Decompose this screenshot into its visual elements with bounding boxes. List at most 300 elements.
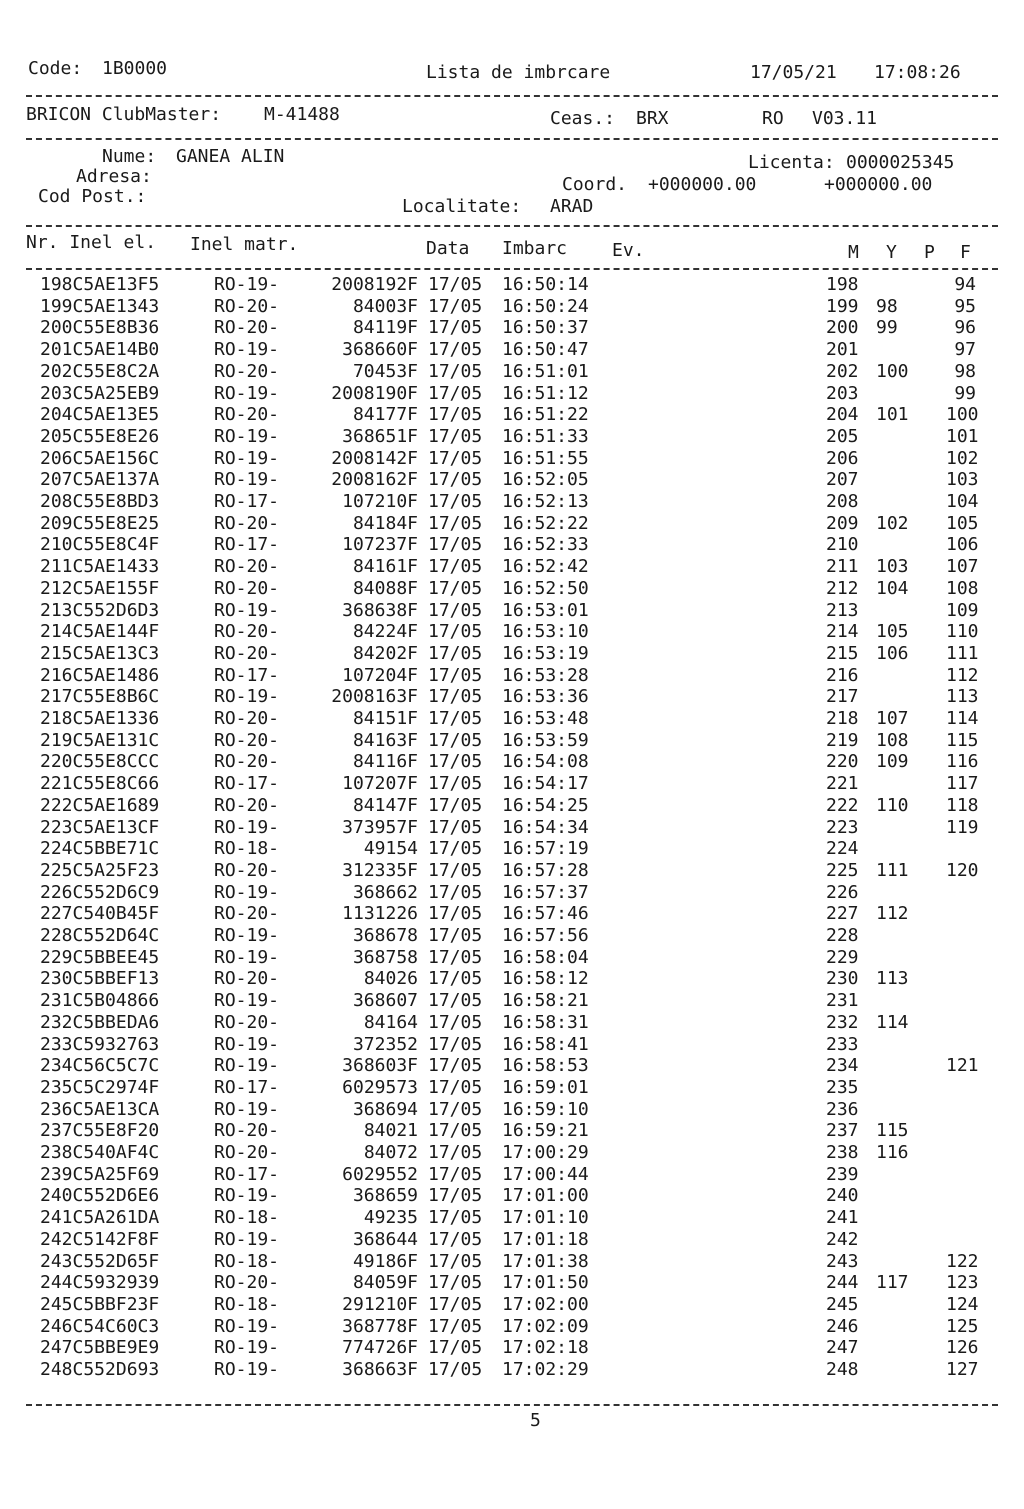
row-y: 100 [876,360,909,382]
row-ring-prefix: RO-19- [214,1185,280,1207]
row-ring-number: 6029573 [342,1076,418,1098]
row-ring-prefix: RO-17- [214,1163,280,1185]
row-ring-number: 84224F [352,621,418,643]
row-time: 17:02:09 [502,1315,589,1337]
row-p: 117 [946,773,979,795]
row-nr-inel: 209C55E8E25 [40,512,160,534]
column-header-imbarc: Imbarc [502,238,568,259]
row-ring-number: 774726F [342,1337,418,1359]
table-row [0,383,1024,405]
row-ring-prefix: RO-19- [214,1315,280,1337]
row-nr-inel: 232C5BBEDA6 [40,1011,160,1033]
row-nr-inel: 228C552D64C [40,925,160,946]
table-row [0,1034,1024,1056]
coord-label: Coord. [562,174,628,195]
table-row [0,339,1024,361]
row-ring-prefix: RO-20- [214,1142,280,1163]
table-row [0,665,1024,687]
row-nr-inel: 224C5BBE71C [40,838,160,860]
row-time: 16:53:36 [502,686,589,708]
table-row [0,534,1024,556]
row-time: 16:57:28 [502,859,589,881]
row-p: 125 [946,1315,979,1337]
row-ring-prefix: RO-19- [214,382,280,404]
row-m: 217 [826,686,859,708]
table-row [0,1142,1024,1164]
row-ring-number: 368778F [342,1315,418,1337]
row-time: 16:50:24 [502,295,589,317]
row-ring-prefix: RO-20- [214,859,280,881]
column-header-m: M [848,242,859,263]
row-date: 17/05 [428,1293,483,1315]
row-date: 17/05 [428,773,483,795]
row-ring-number: 84003F [352,295,418,317]
row-m: 224 [826,838,859,860]
table-row [0,1164,1024,1186]
row-time: 16:59:21 [502,1120,589,1142]
row-time: 16:53:28 [502,664,589,686]
row-m: 244 [826,1272,859,1294]
country-code: RO [762,108,784,129]
row-m: 215 [826,642,859,664]
row-date: 17/05 [428,1163,483,1185]
table-row [0,1251,1024,1273]
row-nr-inel: 231C5B04866 [40,990,160,1012]
row-p: 113 [946,686,979,708]
table-row [0,1359,1024,1381]
row-date: 17/05 [428,1359,483,1380]
row-m: 213 [826,599,859,621]
row-nr-inel: 235C5C2974F [40,1076,160,1098]
row-time: 16:52:50 [502,577,589,599]
row-time: 16:51:55 [502,447,589,469]
row-nr-inel: 240C552D6E6 [40,1185,160,1207]
row-ring-prefix: RO-17- [214,491,280,512]
table-row [0,968,1024,990]
row-p: 94 [954,274,976,295]
row-nr-inel: 243C552D65F [40,1250,160,1272]
row-p: 104 [946,491,979,512]
row-ring-number: 49154 [363,838,418,860]
row-m: 236 [826,1098,859,1120]
row-time: 16:58:31 [502,1011,589,1033]
row-ring-number: 84161F [352,556,418,578]
table-row [0,925,1024,947]
row-time: 16:52:22 [502,512,589,534]
table-row [0,317,1024,339]
row-nr-inel: 237C55E8F20 [40,1120,160,1142]
row-ring-prefix: RO-19- [214,274,280,295]
row-y: 108 [876,729,909,751]
row-ring-prefix: RO-20- [214,708,280,729]
row-ring-number: 368694 [352,1098,418,1120]
row-ring-number: 84184F [352,512,418,534]
row-nr-inel: 211C5AE1433 [40,556,160,578]
table-row [0,730,1024,752]
row-m: 230 [826,968,859,990]
table-row [0,773,1024,795]
row-y: 115 [876,1120,909,1142]
row-time: 16:52:33 [502,534,589,556]
table-row [0,903,1024,925]
row-p: 123 [946,1272,979,1294]
row-date: 17/05 [428,599,483,621]
locality-value: ARAD [550,196,594,217]
row-ring-number: 368607 [352,990,418,1012]
row-time: 17:01:00 [502,1185,589,1207]
row-time: 16:59:01 [502,1076,589,1098]
row-nr-inel: 234C56C5C7C [40,1055,160,1077]
row-ring-number: 368644 [352,1228,418,1250]
row-p: 96 [954,317,976,339]
row-p: 103 [946,469,979,491]
row-nr-inel: 212C5AE155F [40,577,160,599]
name-label: Nume: [102,146,157,167]
row-p: 95 [954,295,976,317]
row-p: 98 [954,360,976,382]
row-m: 199 [826,295,859,317]
row-p: 102 [946,447,979,469]
row-p: 99 [954,382,976,404]
row-time: 17:01:50 [502,1272,589,1294]
row-nr-inel: 248C552D693 [40,1359,160,1380]
row-nr-inel: 199C5AE1343 [40,295,160,317]
row-m: 229 [826,946,859,968]
row-nr-inel: 203C5A25EB9 [40,382,160,404]
row-date: 17/05 [428,1120,483,1142]
row-ring-number: 84026 [363,968,418,990]
row-time: 16:51:22 [502,404,589,426]
row-p: 111 [946,642,979,664]
row-date: 17/05 [428,686,483,708]
row-m: 208 [826,491,859,512]
row-date: 17/05 [428,642,483,664]
row-m: 240 [826,1185,859,1207]
code-value: 1B0000 [102,58,168,79]
row-m: 248 [826,1359,859,1380]
row-nr-inel: 247C5BBE9E9 [40,1337,160,1359]
column-header-p: P [924,242,935,263]
row-nr-inel: 229C5BBEE45 [40,946,160,968]
row-m: 221 [826,773,859,795]
row-m: 243 [826,1250,859,1272]
row-ring-number: 6029552 [342,1163,418,1185]
postcode-label: Cod Post.: [38,186,147,207]
row-ring-number: 368678 [352,925,418,946]
row-ring-prefix: RO-19- [214,686,280,708]
row-time: 16:54:17 [502,773,589,795]
row-p: 122 [946,1250,979,1272]
table-row [0,1185,1024,1207]
separator-line [26,225,998,227]
locality-label: Localitate: [402,196,522,217]
row-date: 17/05 [428,512,483,534]
row-nr-inel: 222C5AE1689 [40,794,160,816]
row-nr-inel: 236C5AE13CA [40,1098,160,1120]
row-ring-prefix: RO-19- [214,946,280,968]
row-time: 16:53:59 [502,729,589,751]
row-m: 223 [826,816,859,838]
row-nr-inel: 230C5BBEF13 [40,968,160,990]
row-nr-inel: 200C55E8B36 [40,317,160,339]
row-y: 99 [876,317,898,339]
row-ring-prefix: RO-19- [214,990,280,1012]
row-ring-prefix: RO-19- [214,1337,280,1359]
row-date: 17/05 [428,729,483,751]
row-m: 235 [826,1076,859,1098]
club-label: BRICON ClubMaster: [26,104,222,125]
row-y: 109 [876,751,909,773]
row-time: 17:01:38 [502,1250,589,1272]
table-row [0,990,1024,1012]
licence-label: Licenta: [748,152,835,173]
table-row [0,1055,1024,1077]
ceas-value: BRX [636,108,669,129]
row-ring-number: 84164 [363,1011,418,1033]
row-date: 17/05 [428,339,483,361]
row-nr-inel: 206C5AE156C [40,447,160,469]
row-m: 216 [826,664,859,686]
table-row [0,1294,1024,1316]
row-date: 17/05 [428,534,483,556]
row-ring-prefix: RO-19- [214,1098,280,1120]
table-row [0,621,1024,643]
row-ring-number: 368663F [342,1359,418,1380]
column-header-data: Data [426,238,470,259]
row-ring-prefix: RO-20- [214,295,280,317]
row-p: 115 [946,729,979,751]
row-date: 17/05 [428,621,483,643]
row-m: 238 [826,1142,859,1163]
row-nr-inel: 242C5142F8F [40,1228,160,1250]
row-ring-number: 368758 [352,946,418,968]
row-ring-prefix: RO-19- [214,816,280,838]
row-m: 200 [826,317,859,339]
row-nr-inel: 241C5A261DA [40,1207,160,1229]
row-m: 205 [826,425,859,447]
row-ring-prefix: RO-19- [214,469,280,491]
coord-value-2: +000000.00 [824,174,933,195]
row-ring-prefix: RO-19- [214,1033,280,1055]
row-date: 17/05 [428,274,483,295]
row-date: 17/05 [428,1250,483,1272]
row-p: 106 [946,534,979,556]
row-nr-inel: 220C55E8CCC [40,751,160,773]
row-m: 214 [826,621,859,643]
row-m: 202 [826,360,859,382]
row-time: 17:00:44 [502,1163,589,1185]
row-m: 245 [826,1293,859,1315]
row-date: 17/05 [428,1228,483,1250]
row-ring-number: 84088F [352,577,418,599]
name-value: GANEA ALIN [176,146,285,167]
row-date: 17/05 [428,577,483,599]
table-row [0,1229,1024,1251]
row-time: 16:54:34 [502,816,589,838]
row-m: 247 [826,1337,859,1359]
ceas-label: Ceas.: [550,108,616,129]
row-y: 112 [876,903,909,925]
row-ring-number: 84072 [363,1142,418,1163]
row-m: 206 [826,447,859,469]
row-p: 109 [946,599,979,621]
row-date: 17/05 [428,794,483,816]
row-date: 17/05 [428,816,483,838]
row-nr-inel: 227C540B45F [40,903,160,925]
row-m: 219 [826,729,859,751]
row-date: 17/05 [428,295,483,317]
row-ring-prefix: RO-20- [214,317,280,339]
row-date: 17/05 [428,751,483,773]
table-row [0,1120,1024,1142]
table-row [0,686,1024,708]
row-m: 239 [826,1163,859,1185]
column-header-inel-matr: Inel matr. [190,234,299,255]
row-ring-prefix: RO-19- [214,1055,280,1077]
row-date: 17/05 [428,447,483,469]
row-ring-number: 368603F [342,1055,418,1077]
table-row [0,1077,1024,1099]
row-p: 108 [946,577,979,599]
print-time: 17:08:26 [874,62,961,83]
code-label: Code: [28,58,83,79]
row-ring-prefix: RO-17- [214,664,280,686]
row-nr-inel: 216C5AE1486 [40,664,160,686]
table-row [0,817,1024,839]
row-date: 17/05 [428,708,483,729]
row-p: 114 [946,708,979,729]
row-m: 226 [826,881,859,903]
row-nr-inel: 202C55E8C2A [40,360,160,382]
row-date: 17/05 [428,664,483,686]
row-nr-inel: 233C5932763 [40,1033,160,1055]
row-ring-prefix: RO-20- [214,729,280,751]
row-ring-prefix: RO-18- [214,1293,280,1315]
document-title: Lista de imbrcare [426,62,611,83]
row-ring-prefix: RO-20- [214,903,280,925]
row-date: 17/05 [428,556,483,578]
row-date: 17/05 [428,491,483,512]
row-date: 17/05 [428,1011,483,1033]
row-date: 17/05 [428,425,483,447]
row-nr-inel: 221C55E8C66 [40,773,160,795]
row-time: 16:57:19 [502,838,589,860]
row-nr-inel: 207C5AE137A [40,469,160,491]
row-p: 101 [946,425,979,447]
separator-line [26,268,998,270]
row-p: 121 [946,1055,979,1077]
row-time: 16:51:12 [502,382,589,404]
row-m: 234 [826,1055,859,1077]
row-m: 211 [826,556,859,578]
row-ring-number: 84059F [352,1272,418,1294]
row-ring-number: 312335F [342,859,418,881]
row-y: 104 [876,577,909,599]
row-ring-number: 291210F [342,1293,418,1315]
table-row [0,1316,1024,1338]
row-ring-number: 368662 [352,881,418,903]
row-time: 17:02:18 [502,1337,589,1359]
row-ring-number: 372352 [352,1033,418,1055]
row-time: 16:50:14 [502,274,589,295]
row-ring-number: 2008192F [331,274,418,295]
row-time: 17:01:18 [502,1228,589,1250]
row-nr-inel: 217C55E8B6C [40,686,160,708]
table-row [0,491,1024,513]
row-time: 16:51:01 [502,360,589,382]
column-header-nr-inel: Nr. Inel el. [26,232,157,253]
column-header-ev: Ev. [612,240,645,261]
row-y: 110 [876,794,909,816]
row-p: 119 [946,816,979,838]
row-nr-inel: 215C5AE13C3 [40,642,160,664]
row-date: 17/05 [428,1315,483,1337]
row-p: 118 [946,794,979,816]
row-nr-inel: 198C5AE13F5 [40,274,160,295]
row-ring-number: 2008163F [331,686,418,708]
row-date: 17/05 [428,946,483,968]
row-ring-prefix: RO-17- [214,773,280,795]
address-label: Adresa: [76,166,152,187]
row-m: 225 [826,859,859,881]
row-nr-inel: 226C552D6C9 [40,881,160,903]
row-m: 220 [826,751,859,773]
row-ring-number: 368651F [342,425,418,447]
row-m: 203 [826,382,859,404]
table-row [0,643,1024,665]
row-time: 16:58:53 [502,1055,589,1077]
table-row [0,1012,1024,1034]
row-ring-prefix: RO-19- [214,881,280,903]
table-row [0,578,1024,600]
table-row [0,448,1024,470]
row-time: 17:01:10 [502,1207,589,1229]
row-date: 17/05 [428,881,483,903]
row-time: 16:53:10 [502,621,589,643]
row-ring-prefix: RO-20- [214,621,280,643]
row-time: 16:58:12 [502,968,589,990]
row-date: 17/05 [428,859,483,881]
row-date: 17/05 [428,1207,483,1229]
row-date: 17/05 [428,1337,483,1359]
row-date: 17/05 [428,1033,483,1055]
row-y: 102 [876,512,909,534]
table-row [0,882,1024,904]
row-time: 16:52:05 [502,469,589,491]
table-row [0,795,1024,817]
row-date: 17/05 [428,404,483,426]
table-row [0,361,1024,383]
page-number: 5 [530,1410,541,1431]
row-y: 114 [876,1011,909,1033]
row-ring-prefix: RO-20- [214,1272,280,1294]
row-p: 105 [946,512,979,534]
row-nr-inel: 244C5932939 [40,1272,160,1294]
table-row [0,513,1024,535]
row-time: 16:57:56 [502,925,589,946]
row-ring-number: 107207F [342,773,418,795]
row-p: 126 [946,1337,979,1359]
row-nr-inel: 225C5A25F23 [40,859,160,881]
row-ring-prefix: RO-20- [214,556,280,578]
row-m: 241 [826,1207,859,1229]
row-m: 222 [826,794,859,816]
row-m: 209 [826,512,859,534]
row-ring-prefix: RO-19- [214,425,280,447]
row-ring-number: 107210F [342,491,418,512]
row-ring-prefix: RO-18- [214,1250,280,1272]
row-m: 227 [826,903,859,925]
